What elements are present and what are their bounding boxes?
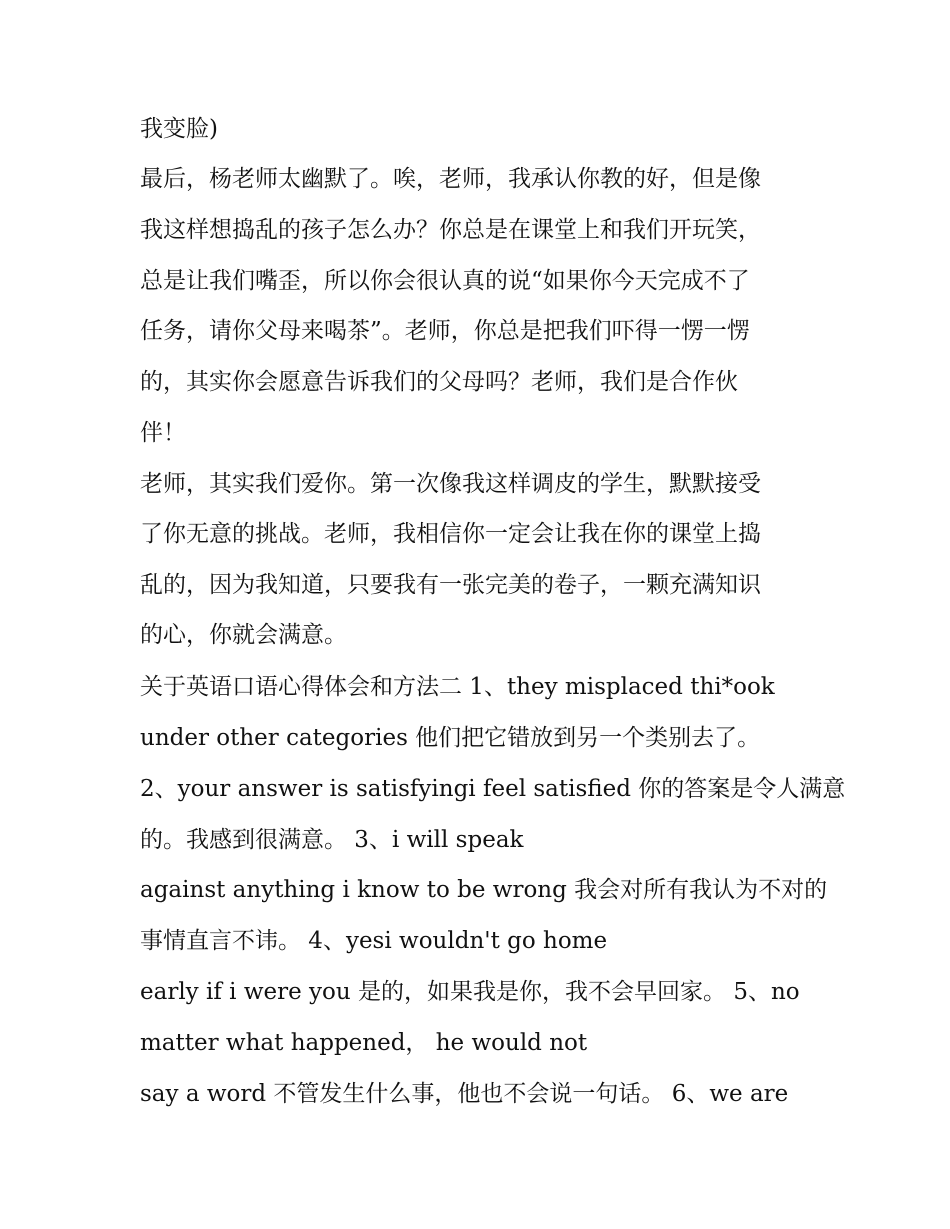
- text-line: 总是让我们嘴歪，所以你会很认真的说“如果你今天完成不了: [140, 268, 750, 294]
- text-line: 老师，其实我们爱你。第一次像我这样调皮的学生，默默接受: [140, 471, 761, 497]
- text-line: 的。我感到很满意。 3、i will speak: [140, 827, 524, 853]
- text-line: early if i were you 是的，如果我是你，我不会早回家。 5、no: [140, 979, 800, 1005]
- text-line: matter what happened， he would not: [140, 1030, 588, 1056]
- text-line: 我这样想捣乱的孩子怎么办？你总是在课堂上和我们开玩笑，: [140, 217, 761, 243]
- text-line: 的，其实你会愿意告诉我们的父母吗？老师，我们是合作伙: [140, 369, 738, 395]
- text-line: 任务，请你父母来喝茶”。老师，你总是把我们吓得一愣一愣: [140, 318, 750, 344]
- text-line: 2、your answer is satisfyingi feel satisfied 你的答案是令人满意: [140, 776, 846, 802]
- text-line: 关于英语口语心得体会和方法二 1、they misplaced thi*ook: [140, 674, 775, 700]
- text-line: 我变脸): [140, 116, 218, 142]
- text-line: 的心，你就会满意。: [140, 622, 347, 648]
- text-line: 事情直言不讳。 4、yesi wouldn't go home: [140, 928, 608, 954]
- text-line: 乱的，因为我知道，只要我有一张完美的卷子，一颗充满知识: [140, 572, 761, 598]
- text-line: 了你无意的挑战。老师，我相信你一定会让我在你的课堂上捣: [140, 521, 761, 547]
- text-line: against anything i know to be wrong 我会对所有我认为不对的: [140, 877, 828, 903]
- text-line: say a word 不管发生什么事，他也不会说一句话。 6、we are: [140, 1081, 789, 1107]
- text-line: 最后，杨老师太幽默了。唉，老师，我承认你教的好，但是像: [140, 166, 761, 192]
- text-line: 伴！: [140, 420, 186, 446]
- text-line: under other categories 他们把它错放到另一个类别去了。: [140, 725, 761, 751]
